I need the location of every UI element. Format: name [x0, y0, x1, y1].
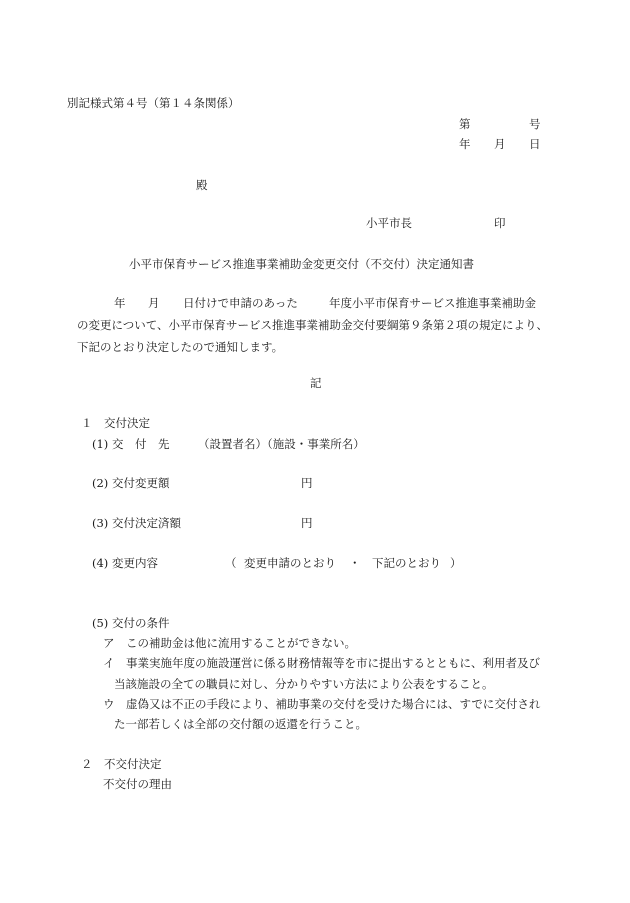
item4-option-as-requested: 変更申請のとおり: [244, 556, 336, 570]
item1-label: (1) 交 付 先: [92, 437, 170, 451]
date-month-label: 月: [494, 137, 506, 151]
item4-label: (4) 変更内容: [92, 556, 158, 570]
item4-option-as-below: 下記のとおり: [372, 556, 441, 570]
item2-label: (2) 交付変更額: [92, 476, 170, 490]
issuer-name: 小平市長: [366, 216, 412, 230]
item4-close-paren: ）: [450, 556, 462, 570]
condition-i-line1: イ 事業実施年度の施設運営に係る財務情報等を市に提出するとともに、利用者及び: [103, 656, 540, 670]
item1-value: （設置者名）（施設・事業所名）: [198, 437, 365, 451]
ki-marker: 記: [310, 376, 322, 390]
condition-a: ア この補助金は他に流用することができない。: [103, 636, 356, 650]
seal-mark: 印: [494, 216, 506, 230]
condition-i-line2: 当該施設の全ての職員に対し、分かりやすい方法により公表をすること。: [114, 677, 494, 691]
item4-separator: ・: [349, 556, 361, 570]
section1-heading: １ 交付決定: [81, 416, 150, 430]
body-line2: の変更について、小平市保育サービス推進事業補助金交付要綱第９条第２項の規定により、: [77, 318, 549, 332]
item2-unit: 円: [301, 476, 313, 490]
item3-label: (3) 交付決定済額: [92, 516, 181, 530]
date-year-label: 年: [459, 137, 471, 151]
condition-u-line1: ウ 虚偽又は不正の手段により、補助事業の交付を受けた場合には、すでに交付され: [103, 697, 541, 711]
body-year-label: 年: [114, 296, 126, 310]
item3-unit: 円: [301, 516, 313, 530]
doc-number-prefix: 第: [459, 117, 471, 131]
body-line1-end: 年度小平市保育サービス推進事業補助金: [329, 296, 536, 310]
item4-open-paren: （: [225, 556, 237, 570]
section2-heading: ２ 不交付決定: [81, 757, 162, 771]
non-grant-reason-label: 不交付の理由: [103, 777, 172, 791]
condition-u-line2: た一部若しくは全部の交付額の返還を行うこと。: [114, 717, 367, 731]
addressee-honorific: 殿: [196, 178, 208, 192]
item5-label: (5) 交付の条件: [92, 616, 170, 630]
body-line3: 下記のとおり決定したので通知します。: [77, 340, 284, 354]
date-day-label: 日: [529, 137, 541, 151]
form-number: 別記様式第４号（第１４条関係）: [67, 96, 240, 110]
doc-number-suffix: 号: [529, 117, 541, 131]
body-line1-mid: 日付けで申請のあった: [183, 296, 298, 310]
document-title: 小平市保育サービス推進事業補助金変更交付（不交付）決定通知書: [129, 257, 474, 271]
body-month-label: 月: [148, 296, 160, 310]
